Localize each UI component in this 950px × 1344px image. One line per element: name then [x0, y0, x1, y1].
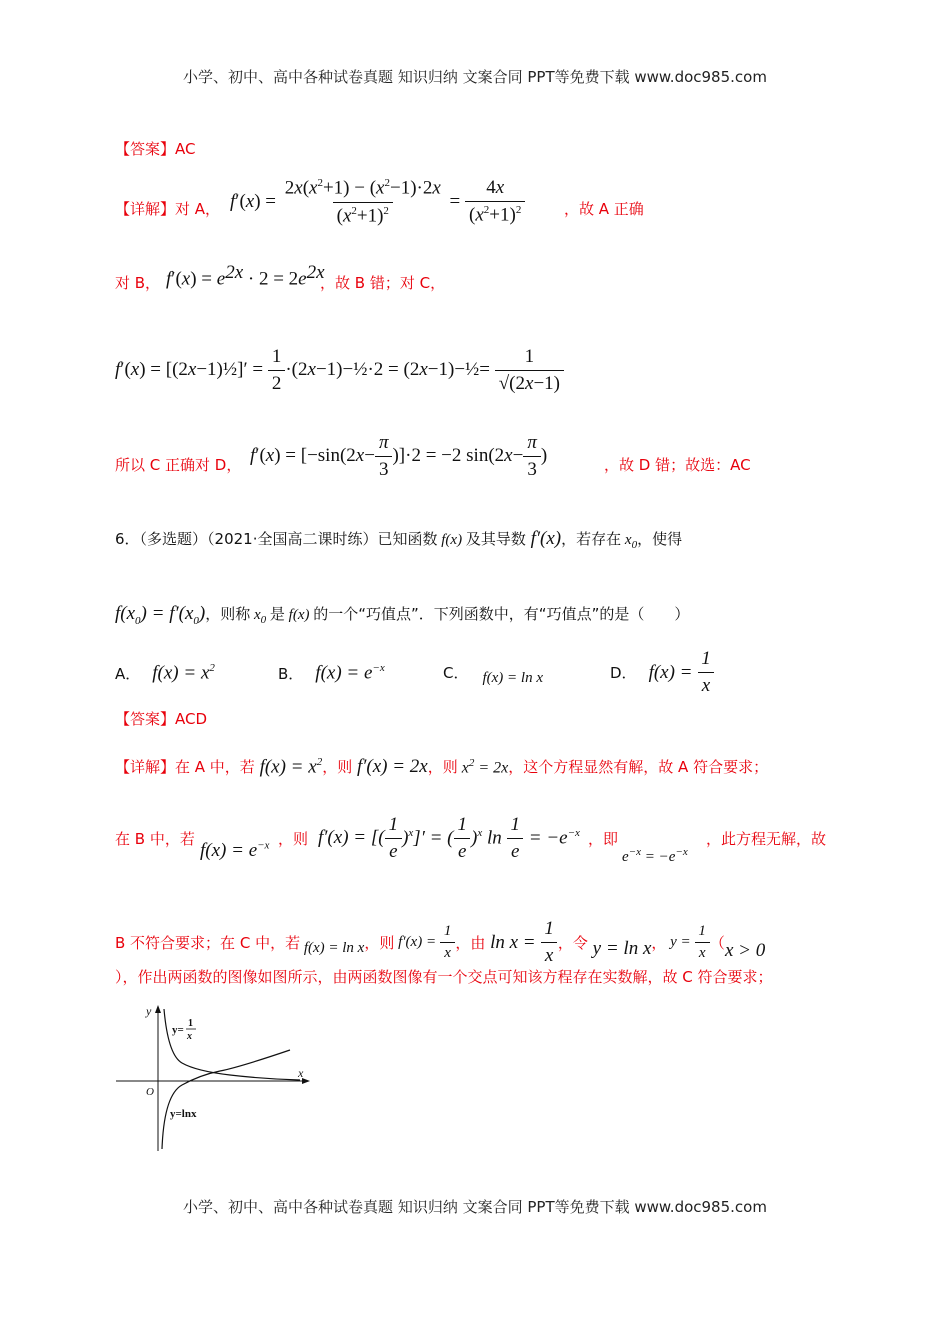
- q6-detail-l2-c: ，即: [588, 830, 619, 848]
- q6-detail-l2-eq: $e^{-x} = -e^{-x}$: [622, 846, 688, 865]
- q6-stem-text-5: ，则称: [205, 605, 251, 623]
- ln-curve: [162, 1050, 290, 1149]
- y-axis-arrow: [155, 1005, 161, 1013]
- q5-a-conclusion: ，故 A 正确: [564, 200, 644, 218]
- q6-option-b: B． $f(x) = e^{-x}$: [278, 662, 385, 684]
- q5-detail-a-label: 【详解】对 A，: [115, 200, 221, 218]
- q5-formula-d: f ′( x ) = [−sin(2 x − $\frac{\pi}{3}$ )]·2 = −2 sin(2 x − $\frac{\pi}{3}$ ): [250, 431, 548, 480]
- q6-detail-l1-c: ，则: [427, 758, 458, 777]
- q6-stem-text-1: 6．（多选题）（2021·全国高二课时练）已知函数: [115, 530, 438, 548]
- q6-detail-l2-a: 在 B 中，若: [115, 830, 195, 848]
- q6-answer: 【答案】ACD: [115, 710, 208, 728]
- q6-stem-text-2: 及其导数: [465, 530, 526, 548]
- q6-detail-line1: 【详解】在 A 中，若 $f(x) = x^2$ ，则 f′(x) = 2x ，则 $x^2 = 2x$ ，这个方程显然有解，故 A 符合要求；: [115, 756, 769, 778]
- q6-stem-text-3: ，若存在: [561, 530, 622, 548]
- q5-b-prefix: 对 B，: [115, 274, 161, 292]
- recip-label-num: 1: [188, 1018, 193, 1029]
- reciprocal-curve: [164, 1009, 300, 1080]
- q6-detail-l1-d: ，这个方程显然有解，故 A 符合要求；: [508, 758, 769, 777]
- q6-detail-l3-d: ，令: [557, 934, 588, 952]
- recip-label-prefix: y=: [172, 1024, 184, 1036]
- origin-label: O: [146, 1086, 154, 1098]
- page-footer: 小学、初中、高中各种试卷真题 知识归纳 文案合同 PPT等免费下载 www.doc985.com: [183, 1198, 767, 1216]
- q6-detail-l2-d: ，此方程无解，故: [706, 830, 827, 848]
- q6-detail-line3: B 不符合要求；在 C 中，若 f(x) = ln x ，则 f′(x) = $\frac{1}{x}$ ，由 ln x = $\frac{1}{x}$ ，令 y = ln x ， y = $\frac{1}{x}$ （ x > 0: [115, 918, 766, 966]
- q5-formula-c: f ′( x ) = [(2 x −1) ½ ]′ = $\frac{1}{2}$ ·(2 x −1) −½ ·2 = (2 x −1) −½ = $\frac{1}{√(2x-1)}$: [115, 340, 564, 400]
- q6-detail-l3-e: ，: [651, 934, 667, 952]
- q6-detail-l2-deriv: f′(x) = [( $\frac{1}{e}$ )$^x$]′ = ( $\frac{1}{e}$ )$^x$ ln $\frac{1}{e}$ = $-e^{-x}$: [318, 813, 580, 862]
- q6-detail-l2-fx: $f(x) = e^{-x}$: [200, 840, 270, 862]
- q6-option-a-label: A．: [115, 664, 141, 683]
- function-graph: [110, 995, 320, 1155]
- q6-option-c: C． f(x) = ln x: [443, 664, 543, 686]
- q6-detail-l3-c: ，由: [455, 934, 486, 952]
- q6-option-c-label: C．: [443, 664, 469, 682]
- q6-detail-l2-b: ，则: [278, 830, 309, 848]
- page-header: 小学、初中、高中各种试卷真题 知识归纳 文案合同 PPT等免费下载 www.doc985.com: [183, 68, 767, 86]
- q5-formula-a: f ′( x ) = $\frac{2x(x^2+1) - (x^2-1)\cdot 2x}{(x^2+1)^2}$ = $\frac{4x}{(x^2+1)^2}$: [230, 172, 525, 232]
- q5-formula-b: $f'(x) = e^{2x} \cdot 2 = 2e^{2x}$: [166, 262, 325, 290]
- q6-stem-line2: $f(x_0) = f'(x_0)$ ，则称 $x_0$ 是 f(x) 的一个“巧值点”．下列函数中，有“巧值点”的是（ ）: [115, 603, 690, 627]
- q6-stem-line1: 6．（多选题）（2021·全国高二课时练）已知函数 f(x) 及其导数 f′(x) ，若存在 $x_0$ ，使得: [115, 528, 683, 551]
- q5-d-conclusion: ，故 D 错；故选：AC: [604, 456, 751, 474]
- q6-stem-text-7: 的一个“巧值点”．下列函数中，有“巧值点”的是（ ）: [313, 605, 690, 623]
- q5-d-prefix: 所以 C 正确对 D，: [115, 456, 242, 474]
- q6-detail-l1-b: ，则: [322, 758, 353, 777]
- q6-option-d-label: D．: [610, 664, 637, 682]
- q6-detail-l3-a: B 不符合要求；在 C 中，若: [115, 934, 301, 952]
- q6-option-d: D． f(x) = $\frac{1}{x}$: [610, 648, 715, 697]
- q6-detail-l3-f: （: [709, 934, 725, 952]
- q6-detail-l3-b: ，则: [364, 934, 395, 952]
- q6-detail-l1-a: 【详解】在 A 中，若: [115, 758, 255, 777]
- q5-answer: 【答案】AC: [115, 140, 196, 158]
- q6-stem-text-4: ，使得: [637, 530, 683, 548]
- q6-detail-l4: ），作出两函数的图像如图所示，由两函数图像有一个交点可知该方程存在实数解，故 C 符合要求；: [115, 968, 773, 986]
- recip-label-den: x: [187, 1031, 192, 1042]
- q6-stem-text-6: 是: [269, 605, 285, 623]
- q5-b-conclusion: ，故 B 错；对 C，: [320, 274, 446, 292]
- q6-option-a: A． $f(x) = x^2$: [115, 662, 215, 684]
- y-axis-label: y: [146, 1004, 152, 1018]
- q6-option-b-label: B．: [278, 664, 304, 683]
- x-axis-label: x: [298, 1066, 304, 1080]
- ln-label: y=lnx: [170, 1108, 197, 1120]
